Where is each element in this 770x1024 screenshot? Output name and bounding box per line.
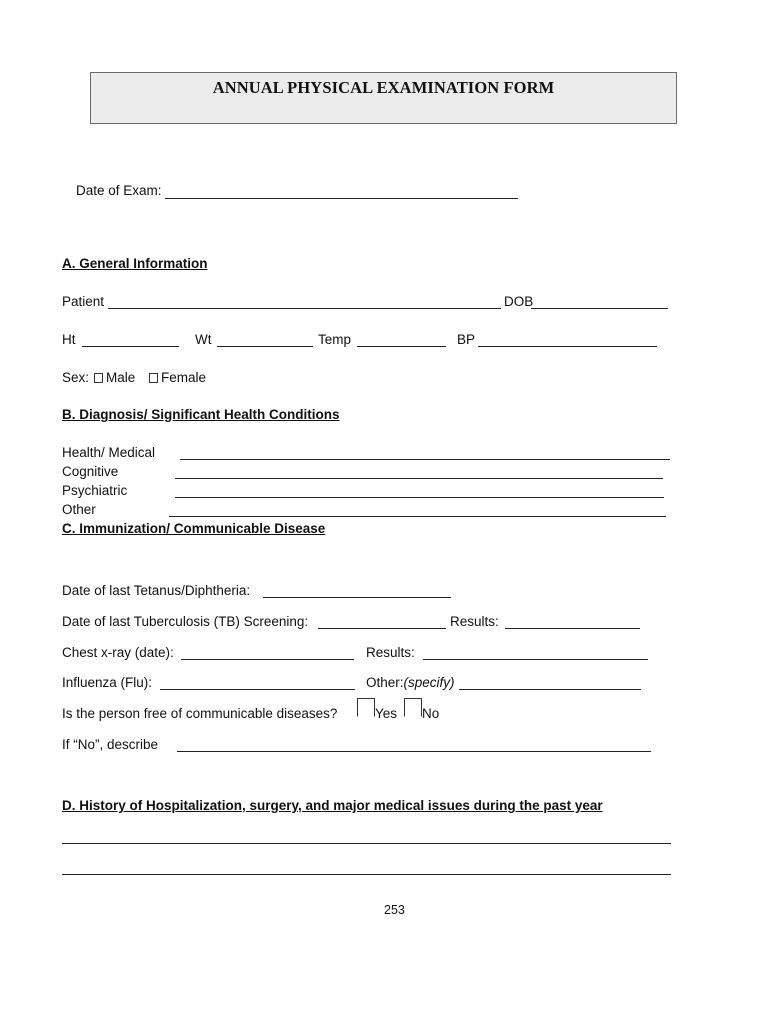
other-specify-text: (specify) — [403, 675, 455, 690]
diagnosis-label-other: Other — [62, 502, 96, 517]
dob-label: DOB — [504, 294, 534, 309]
wt-field[interactable] — [217, 346, 313, 347]
male-option[interactable] — [94, 370, 135, 385]
if-no-label: If “No”, describe — [62, 737, 159, 752]
diagnosis-label-psychiatric: Psychiatric — [62, 483, 128, 498]
tb-label: Date of last Tuberculosis (TB) Screening: — [62, 614, 309, 629]
diagnosis-field-other[interactable] — [169, 516, 666, 517]
wt-label: Wt — [195, 332, 212, 347]
patient-field[interactable] — [108, 308, 501, 309]
patient-label: Patient — [62, 294, 105, 309]
page-number: 253 — [384, 903, 405, 917]
sex-label: Sex: — [62, 370, 90, 385]
tb-field[interactable] — [318, 628, 446, 629]
male-label: Male — [106, 370, 136, 385]
tetanus-label: Date of last Tetanus/Diphtheria: — [62, 583, 251, 598]
female-checkbox[interactable] — [149, 373, 158, 383]
section-c-heading: C. Immunization/ Communicable Disease — [62, 521, 326, 536]
female-label: Female — [161, 370, 207, 385]
tb-results-label: Results: — [450, 614, 499, 629]
diagnosis-label-cognitive: Cognitive — [62, 464, 119, 479]
bp-field[interactable] — [478, 346, 657, 347]
yes-checkbox[interactable] — [357, 698, 375, 717]
xray-results-field[interactable] — [423, 659, 648, 660]
dob-field[interactable] — [531, 308, 668, 309]
yes-label: Yes — [375, 706, 398, 721]
ht-label: Ht — [62, 332, 76, 347]
female-option[interactable] — [149, 370, 206, 385]
history-field-line-2[interactable] — [62, 874, 671, 875]
ht-field[interactable] — [82, 346, 179, 347]
other-label-text: Other: — [366, 675, 404, 690]
flu-field[interactable] — [160, 689, 355, 690]
xray-label: Chest x-ray (date): — [62, 645, 174, 660]
history-field-line-1[interactable] — [62, 843, 671, 844]
temp-label: Temp — [318, 332, 352, 347]
date-of-exam-field[interactable] — [165, 198, 518, 199]
flu-label: Influenza (Flu): — [62, 675, 153, 690]
section-d-heading: D. History of Hospitalization, surgery, and major medical issues during the past year — [62, 798, 603, 813]
no-label: No — [422, 706, 440, 721]
other-field[interactable] — [459, 689, 641, 690]
tetanus-field[interactable] — [263, 597, 451, 598]
date-of-exam-label: Date of Exam: — [76, 183, 162, 198]
section-a-heading: A. General Information — [62, 256, 208, 271]
communicable-question: Is the person free of communicable diseases? — [62, 706, 338, 721]
bp-label: BP — [457, 332, 476, 347]
section-b-heading: B. Diagnosis/ Significant Health Conditions — [62, 407, 340, 422]
diagnosis-field-health[interactable] — [180, 459, 670, 460]
temp-field[interactable] — [357, 346, 446, 347]
no-checkbox[interactable] — [404, 698, 422, 717]
other-label — [366, 675, 455, 690]
form-title: ANNUAL PHYSICAL EXAMINATION FORM — [212, 78, 555, 97]
tb-results-field[interactable] — [505, 628, 640, 629]
diagnosis-label-health: Health/ Medical — [62, 445, 156, 460]
male-checkbox[interactable] — [94, 373, 103, 383]
xray-field[interactable] — [181, 659, 354, 660]
diagnosis-field-psychiatric[interactable] — [175, 497, 664, 498]
xray-results-label: Results: — [366, 645, 415, 660]
form-title-box — [90, 72, 677, 124]
if-no-field[interactable] — [177, 751, 651, 752]
diagnosis-field-cognitive[interactable] — [175, 478, 663, 479]
